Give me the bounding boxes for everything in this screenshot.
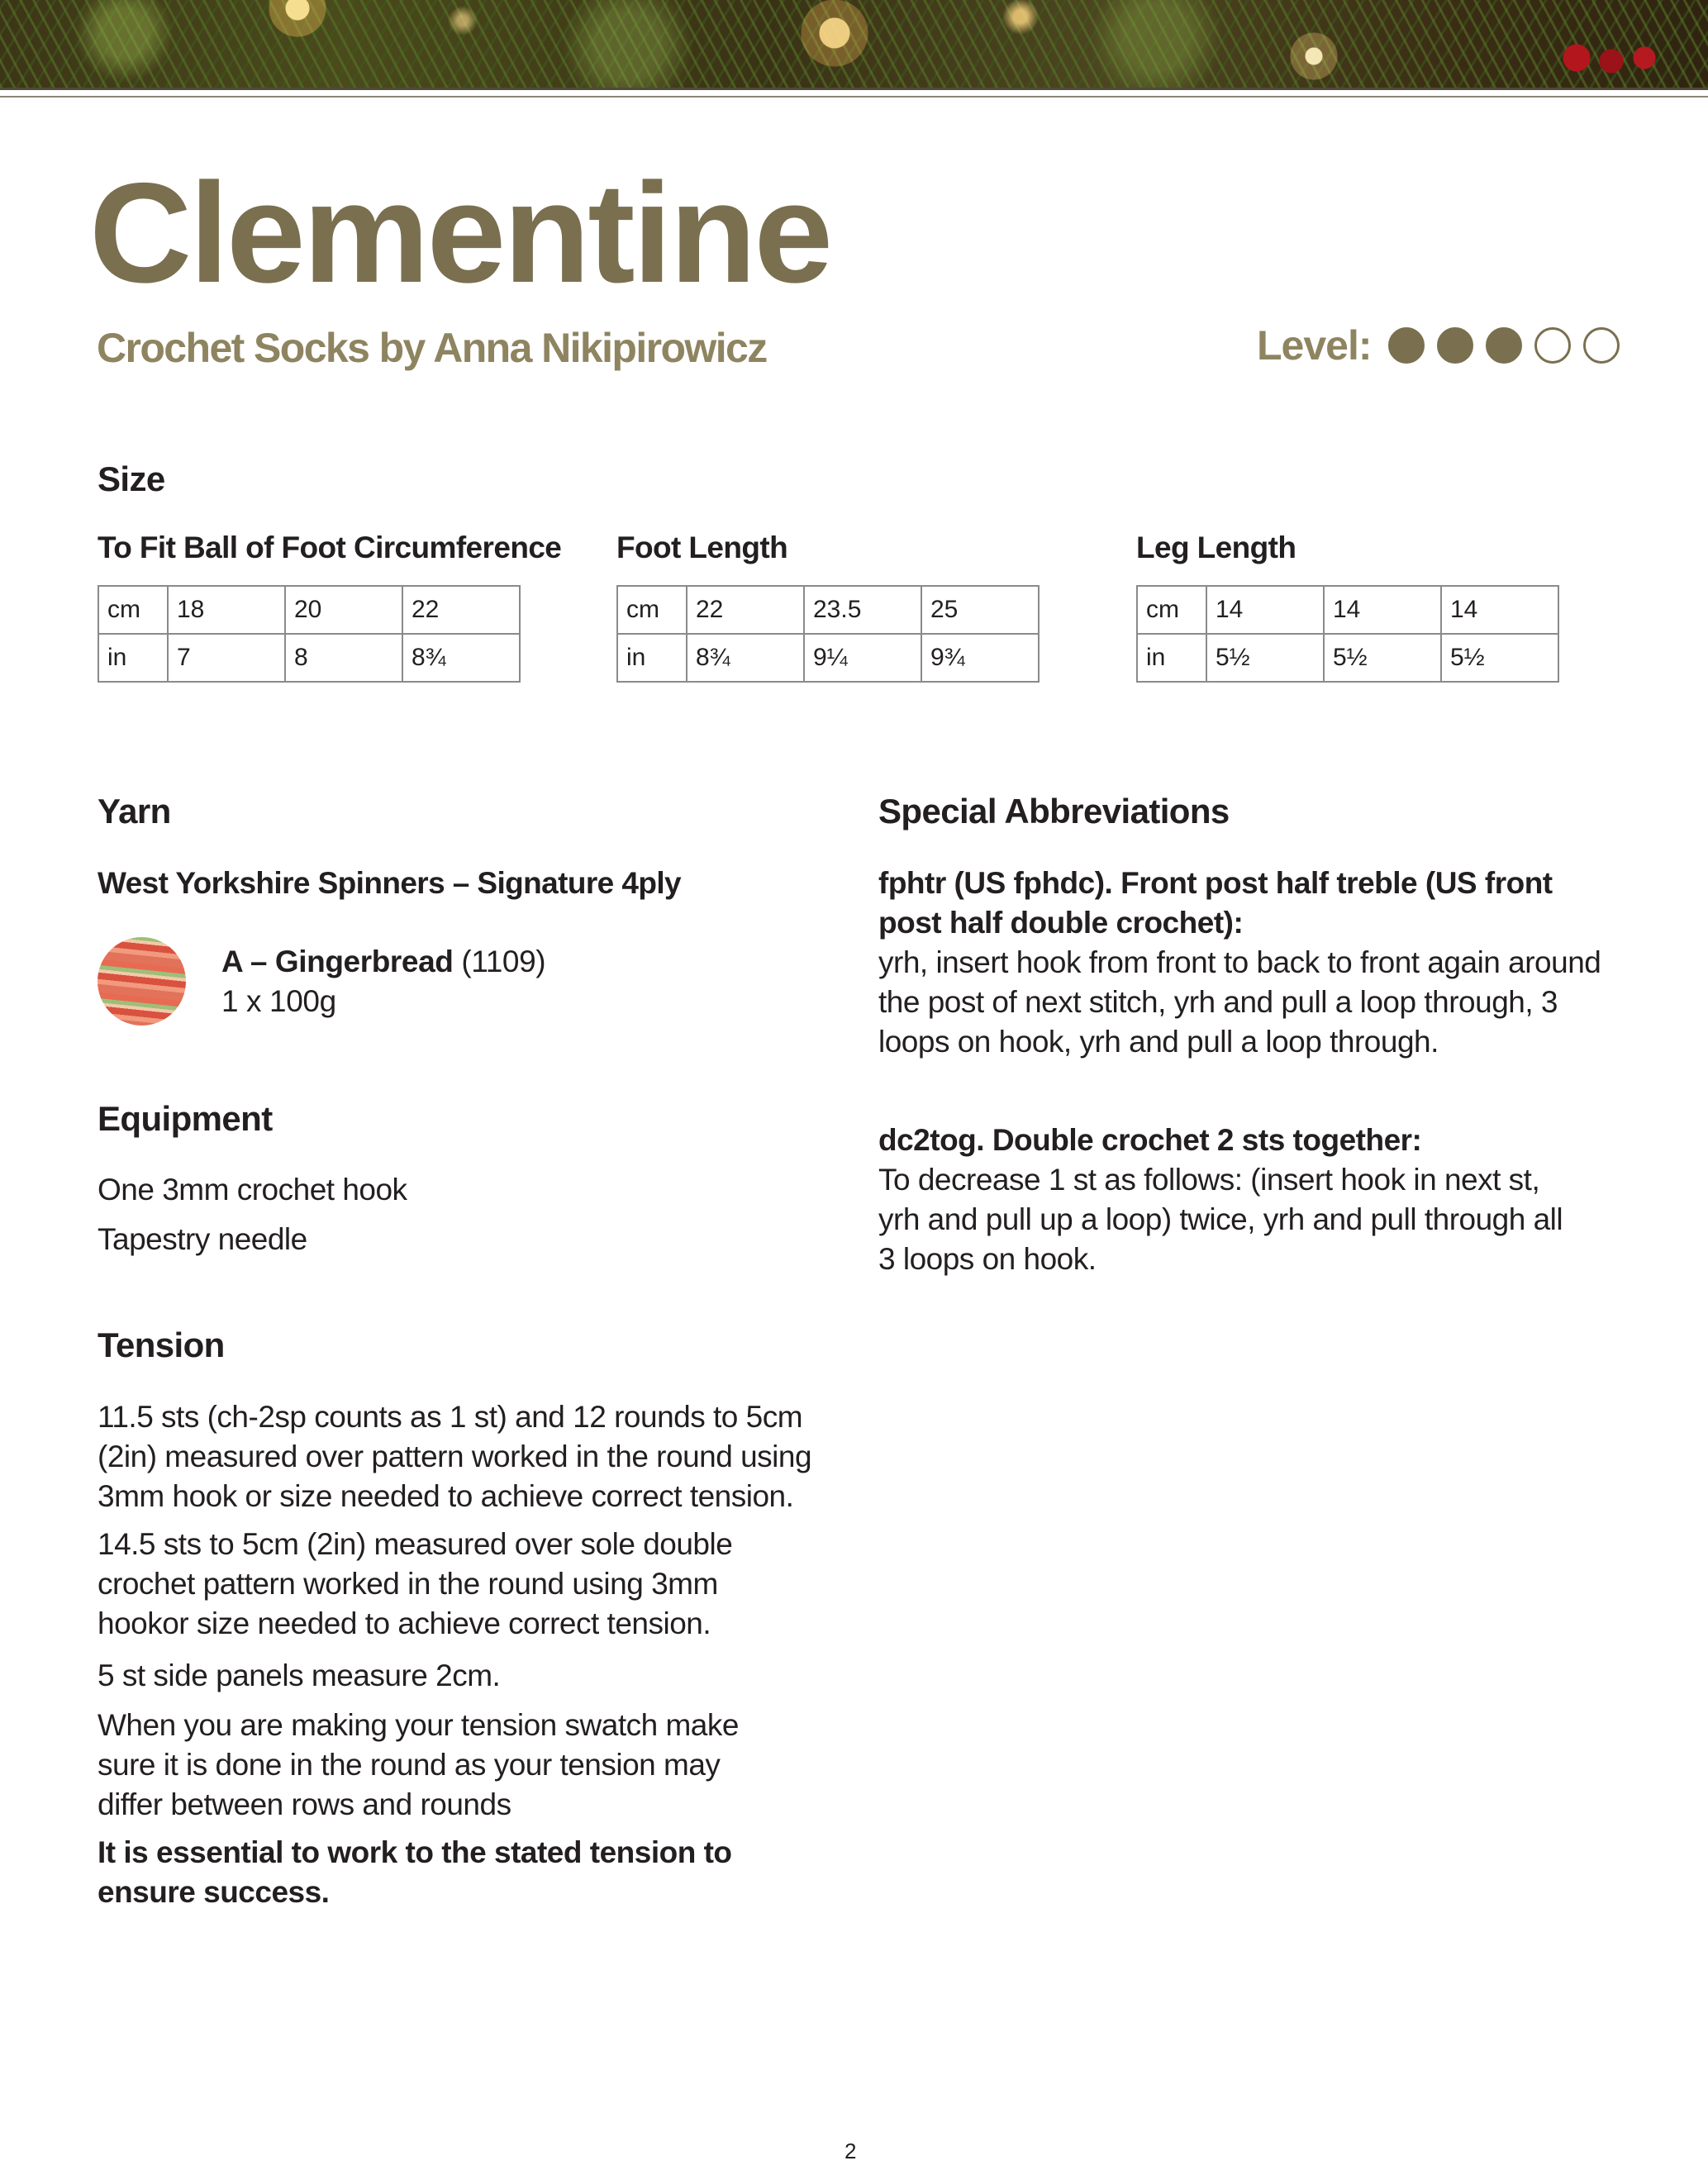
size-heading: Size <box>98 459 165 498</box>
table-cell: 5½ <box>1324 634 1441 682</box>
size-table-label-foot-length: Foot Length <box>616 531 788 564</box>
table-cell: 22 <box>687 586 804 634</box>
size-table-label-ball-of-foot: To Fit Ball of Foot Circumference <box>98 531 562 564</box>
yarn-colour-code: (1109) <box>461 945 546 978</box>
tension-paragraph: 11.5 sts (ch-2sp counts as 1 st) and 12 rounds to 5cm (2in) measured over pattern worked in the round using 3mm hook or size needed to achieve correct tension. <box>98 1400 812 1513</box>
table-cell: 7 <box>168 634 285 682</box>
abbreviation-definition: To decrease 1 st as follows: (insert hook in next st, yrh and pull up a loop) twice, yrh and pull through all 3 loops on hook. <box>878 1163 1563 1276</box>
level-dot-3 <box>1486 327 1522 364</box>
header-divider-thin <box>0 96 1708 98</box>
header-banner-photo <box>0 0 1708 88</box>
yarn-colour-block <box>221 942 545 1021</box>
table-cell: cm <box>617 586 687 634</box>
abbreviations-heading: Special Abbreviations <box>878 792 1230 830</box>
table-row <box>617 634 1039 682</box>
abbreviation-definition: yrh, insert hook from front to back to front again around the post of next stitch, yrh and pull a loop through, 3 loops on hook, yrh and pull a loop through. <box>878 945 1601 1059</box>
table-cell: 18 <box>168 586 285 634</box>
level-dot-5 <box>1583 327 1620 364</box>
table-cell: 8 <box>285 634 402 682</box>
table-cell: in <box>98 634 168 682</box>
table-row <box>1137 634 1558 682</box>
yarn-heading: Yarn <box>98 792 171 830</box>
abbreviation-term: fphtr (US fphdc). Front post half treble (US front post half double crochet): <box>878 866 1553 940</box>
table-cell: 5½ <box>1441 634 1558 682</box>
tension-heading: Tension <box>98 1325 225 1364</box>
table-cell: 23.5 <box>804 586 921 634</box>
equipment-item: One 3mm crochet hook <box>98 1173 407 1206</box>
table-cell: cm <box>98 586 168 634</box>
table-cell: 8¾ <box>402 634 520 682</box>
header-divider <box>0 88 1708 90</box>
tension-paragraph: When you are making your tension swatch make sure it is done in the round as your tension may differ between rows and rounds <box>98 1708 739 1821</box>
yarn-colour-name: A – Gingerbread <box>221 945 454 978</box>
difficulty-level <box>1257 321 1632 369</box>
table-cell: 14 <box>1206 586 1324 634</box>
table-row <box>1137 586 1558 634</box>
abbreviation-item-dc2tog <box>878 1121 1572 1279</box>
table-cell: 25 <box>921 586 1039 634</box>
tension-essential-note: It is essential to work to the stated tension to ensure success. <box>98 1835 732 1909</box>
table-cell: 20 <box>285 586 402 634</box>
table-cell: 14 <box>1441 586 1558 634</box>
yarn-quantity: 1 x 100g <box>221 984 336 1018</box>
table-cell: 5½ <box>1206 634 1324 682</box>
table-cell: cm <box>1137 586 1206 634</box>
size-table-foot-length <box>616 585 1040 683</box>
tension-paragraph: 5 st side panels measure 2cm. <box>98 1659 501 1692</box>
table-row <box>98 634 520 682</box>
level-dot-2 <box>1437 327 1473 364</box>
equipment-item: Tapestry needle <box>98 1222 307 1256</box>
yarn-name: West Yorkshire Spinners – Signature 4ply <box>98 866 681 900</box>
size-table-label-leg-length: Leg Length <box>1136 531 1296 564</box>
size-table-ball-of-foot <box>98 585 521 683</box>
equipment-heading: Equipment <box>98 1099 273 1138</box>
yarn-colour-line <box>221 942 545 982</box>
pattern-subtitle: Crochet Socks by Anna Nikipirowicz <box>97 325 767 371</box>
table-cell: in <box>1137 634 1206 682</box>
table-cell: 9¾ <box>921 634 1039 682</box>
abbreviation-item-fphtr <box>878 864 1622 1062</box>
table-cell: 22 <box>402 586 520 634</box>
level-dot-4 <box>1534 327 1571 364</box>
pattern-title: Clementine <box>89 154 831 312</box>
level-label: Level: <box>1257 322 1372 369</box>
table-row <box>98 586 520 634</box>
page-number: 2 <box>844 2139 857 2163</box>
tension-paragraph: 14.5 sts to 5cm (2in) measured over sole double crochet pattern worked in the round using 3mm hookor size needed to achieve correct tension. <box>98 1527 733 1640</box>
table-cell: 8¾ <box>687 634 804 682</box>
yarn-swatch-image <box>98 937 186 1026</box>
size-table-leg-length <box>1136 585 1559 683</box>
level-dot-1 <box>1388 327 1425 364</box>
table-row <box>617 586 1039 634</box>
table-cell: in <box>617 634 687 682</box>
table-cell: 9¼ <box>804 634 921 682</box>
table-cell: 14 <box>1324 586 1441 634</box>
abbreviation-term: dc2tog. Double crochet 2 sts together: <box>878 1123 1422 1157</box>
